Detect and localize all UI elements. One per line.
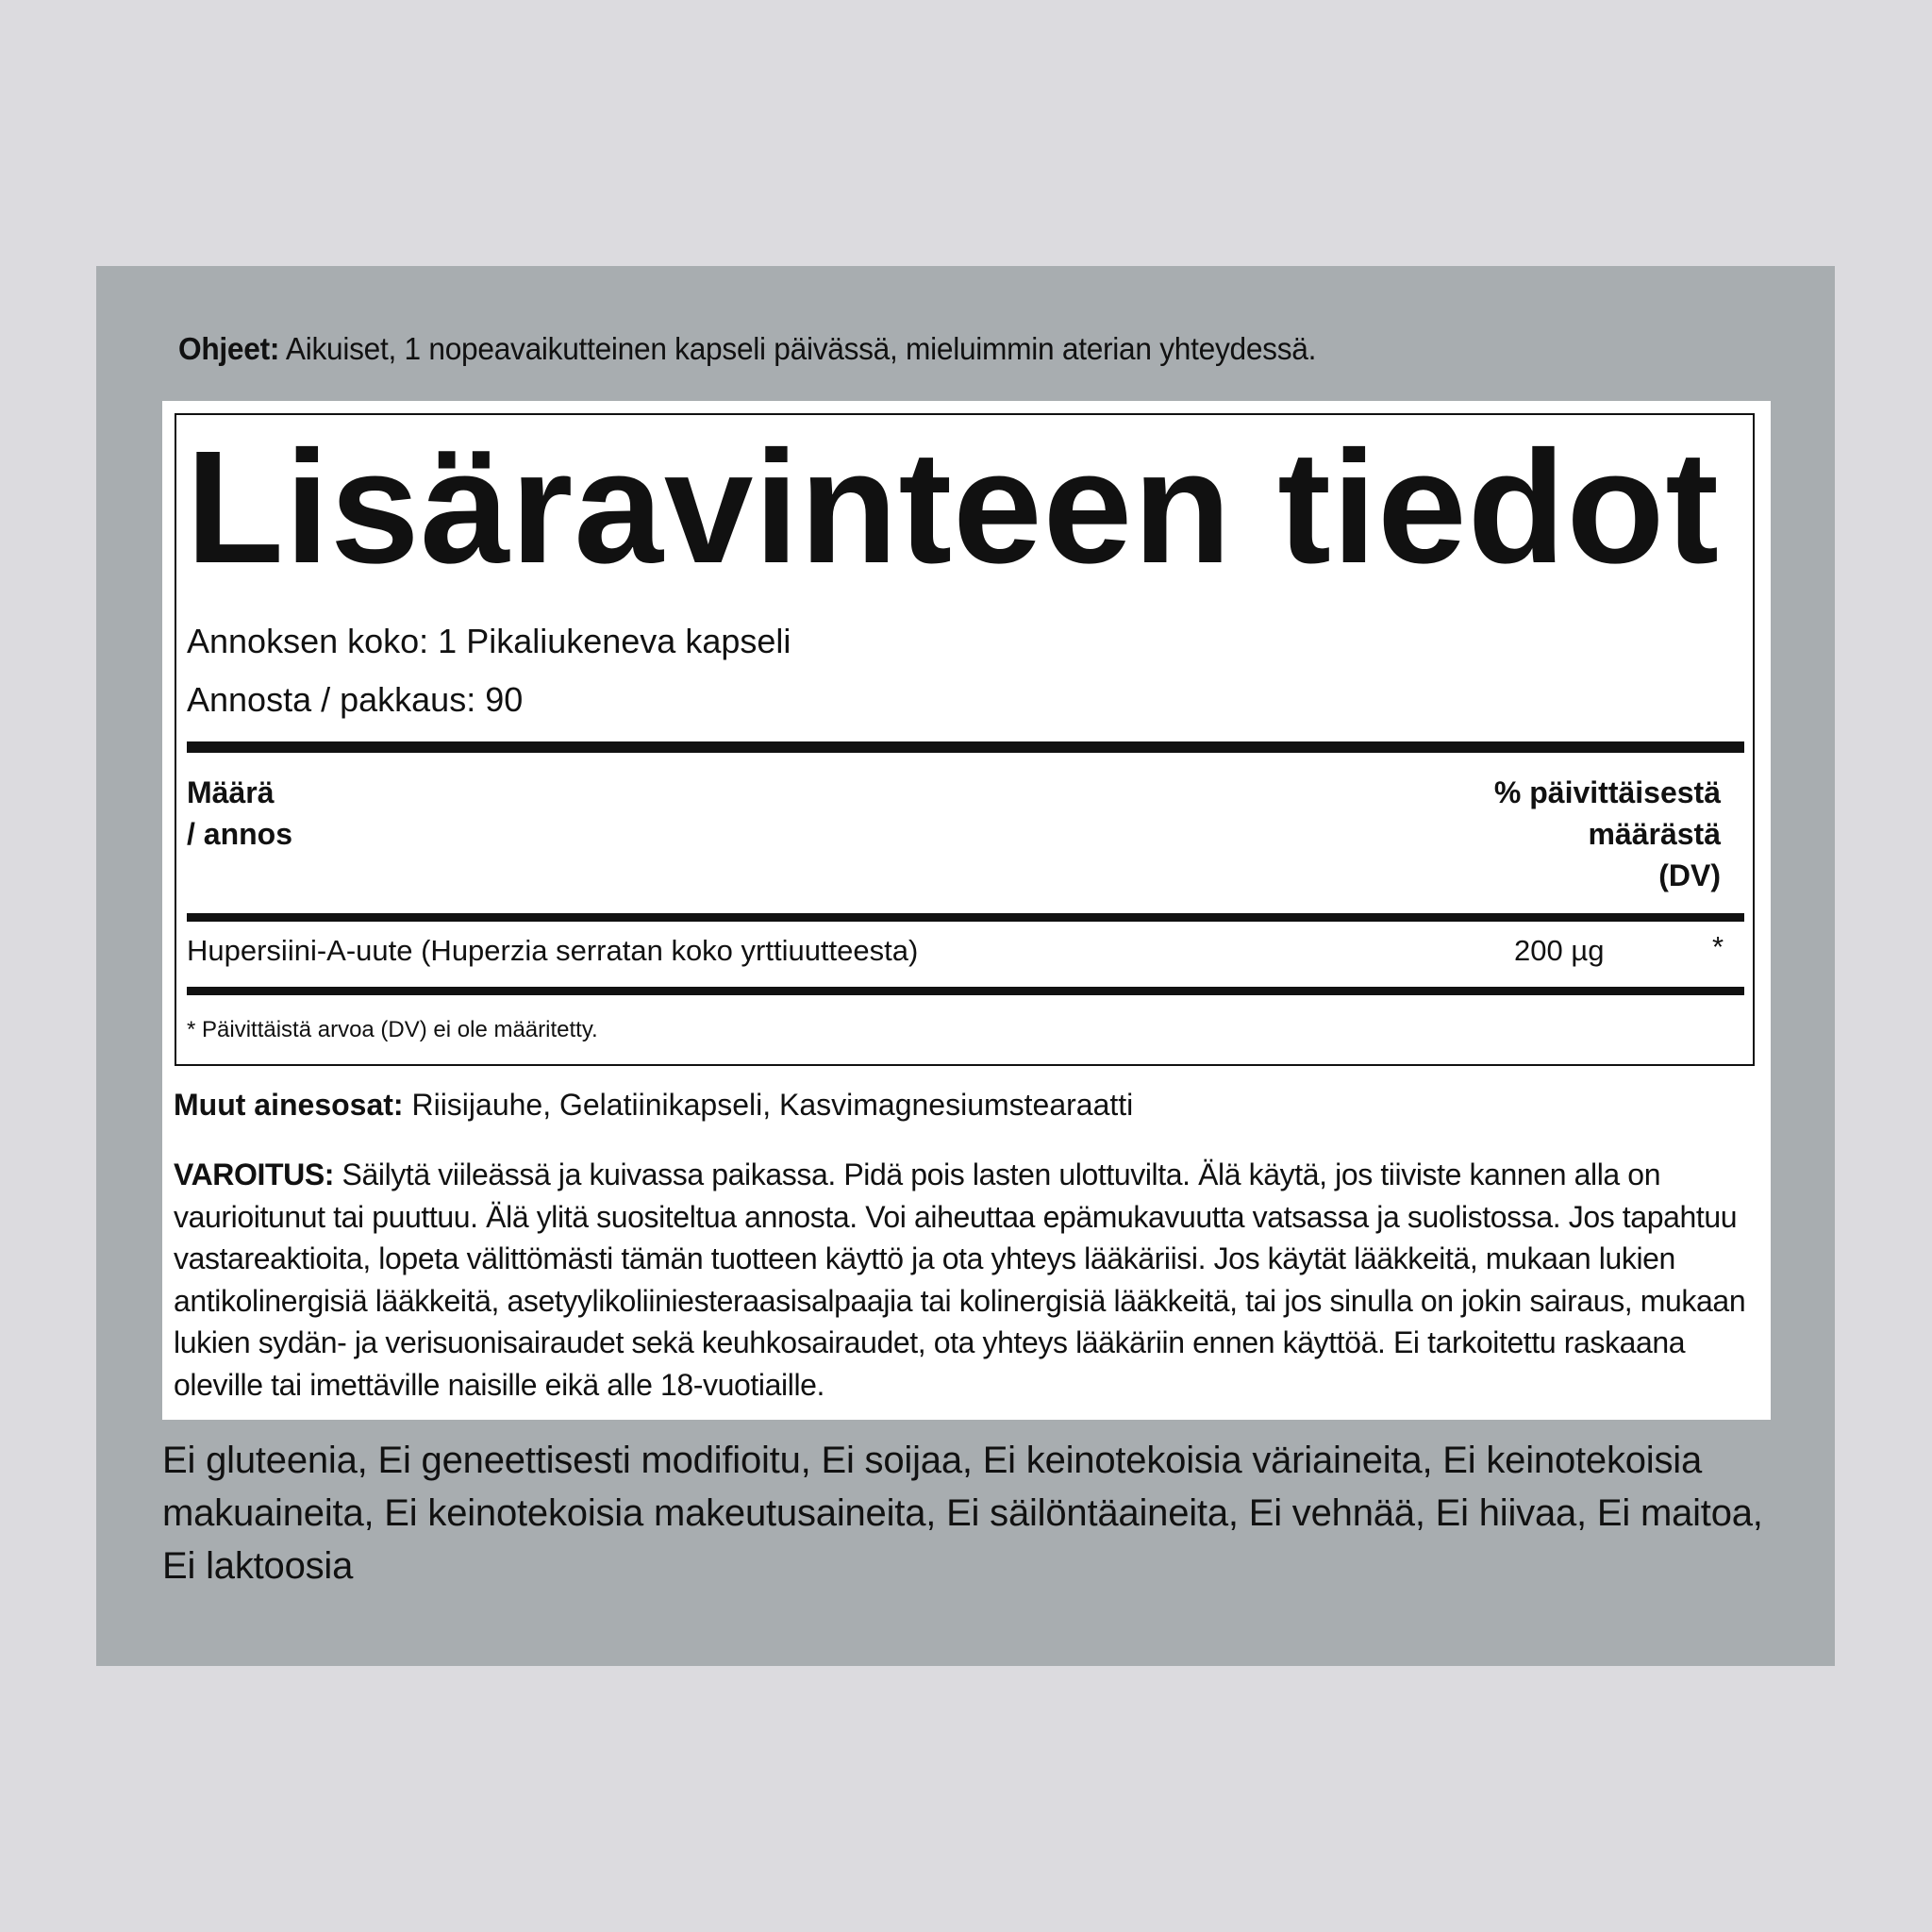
directions-label: Ohjeet: [178, 331, 280, 366]
other-ingredients-label: Muut ainesosat: [174, 1088, 404, 1122]
warning-text: Säilytä viileässä ja kuivassa paikassa. Pidä pois lasten ulottuvilta. Älä käytä, jos tiiviste kannen alla on vaurioitunut tai puuttuu. Älä ylitä suositeltua annosta. Voi aiheuttaa epämukavuutta vatsassa ja suolistossa. Jos tapahtuu vastareaktioita, lopeta välittömästi tämän tuotteen käyttö ja ota yhteys lääkäriisi. Jos käytät lääkkeitä, mukaan lukien antikolinergisiä lääkkeitä, asetyylikoliiniesteraasisalpaajia tai kolinergisiä lääkkeitä, tai jos sinulla on jokin sairaus, mukaan lukien sydän- ja verisuonisairaudet sekä keuhkosairaudet, ota yhteys lääkäriin ennen käyttöä. Ei tarkoitettu raskaana oleville tai imettäville naisille eikä alle 18-vuotiaille. [174, 1158, 1746, 1402]
servings-per-container: Annosta / pakkaus: 90 [187, 680, 524, 719]
nutrient-daily-value: * [1712, 930, 1724, 963]
divider-header [187, 913, 1744, 922]
warning [174, 1154, 1758, 1406]
divider-thick [187, 741, 1744, 753]
supplement-facts-box [175, 413, 1755, 1066]
daily-value-header: % päivittäisestä määrästä (DV) [1493, 775, 1721, 892]
divider-bottom [187, 987, 1744, 995]
facts-title: Lisäravinteen tiedot [186, 418, 1720, 597]
amount-per-serving-header: Määrä / annos [187, 775, 293, 851]
serving-size: Annoksen koko: 1 Pikaliukeneva kapseli [187, 622, 791, 660]
nutrient-name: Hupersiini-A-uute (Huperzia serratan koko yrttiuutteesta) [187, 934, 919, 967]
nutrient-amount: 200 µg [1514, 934, 1605, 967]
directions [178, 329, 1718, 369]
free-from-claims: Ei gluteenia, Ei geneettisesti modifioitu, Ei soijaa, Ei keinotekoisia väriaineita, Ei keinotekoisia makuaineita, Ei keinotekoisia makeutusaineita, Ei säilöntäaineita, Ei vehnää, Ei hiivaa, Ei maitoa, Ei laktoosia [162, 1440, 1763, 1587]
label-card [162, 401, 1771, 1420]
warning-label: VAROITUS: [174, 1158, 335, 1191]
label-panel [96, 266, 1835, 1666]
directions-text: Aikuiset, 1 nopeavaikutteinen kapseli päivässä, mieluimmin aterian yhteydessä. [279, 331, 1317, 366]
other-ingredients [174, 1085, 1133, 1124]
dv-footnote: * Päivittäistä arvoa (DV) ei ole määritetty. [187, 1017, 598, 1042]
other-ingredients-text: Riisijauhe, Gelatiinikapseli, Kasvimagnesiumstearaatti [403, 1088, 1134, 1122]
